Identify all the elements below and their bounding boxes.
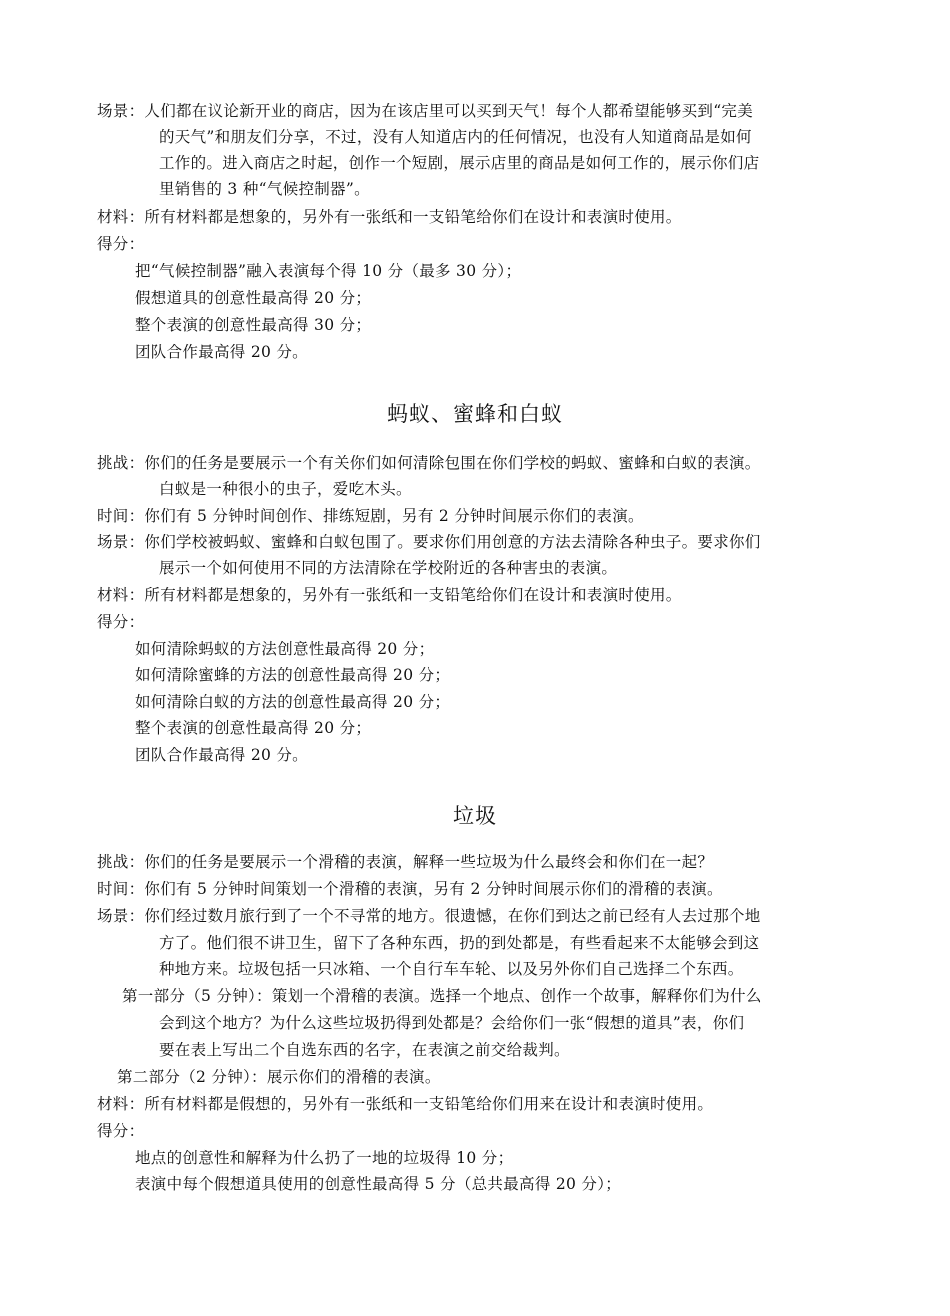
part2-text: 第二部分（2 分钟）：展示你们的滑稽的表演。 [117, 1068, 441, 1086]
scene-text-line: 里销售的 3 种“气候控制器”。 [159, 180, 370, 198]
challenge-text-line: 白蚁是一种很小的虫子，爱吃木头。 [159, 480, 412, 498]
score-item: 整个表演的创意性最高得 30 分； [135, 316, 372, 334]
challenge-text-line: 挑战：你们的任务是要展示一个有关你们如何清除包围在你们学校的蚂蚁、蜜蜂和白蚁的表演。 [97, 454, 761, 472]
materials-text: 材料：所有材料都是想象的，另外有一张纸和一支铅笔给你们在设计和表演时使用。 [97, 586, 682, 604]
score-label: 得分： [97, 613, 145, 631]
score-label: 得分： [97, 235, 145, 253]
materials-text: 材料：所有材料都是想象的，另外有一张纸和一支铅笔给你们在设计和表演时使用。 [97, 208, 682, 226]
score-item: 如何清除白蚁的方法的创意性最高得 20 分； [135, 693, 451, 711]
scene-text-line: 的天气”和朋友们分享，不过，没有人知道店内的任何情况，也没有人知道商品是如何 [159, 128, 752, 146]
score-item: 如何清除蚂蚁的方法创意性最高得 20 分； [135, 640, 435, 658]
part1-text-line: 第一部分（5 分钟）：策划一个滑稽的表演。选择一个地点、创作一个故事，解释你们为什么 [122, 987, 762, 1005]
scene-text-line: 场景：人们都在议论新开业的商店，因为在该店里可以买到天气！每个人都希望能够买到“完美 [97, 102, 754, 120]
scene-text-line: 种地方来。垃圾包括一只冰箱、一个自行车车轮、以及另外你们自己选择二个东西。 [159, 960, 744, 978]
score-item: 整个表演的创意性最高得 20 分； [135, 719, 372, 737]
time-text: 时间：你们有 5 分钟时间策划一个滑稽的表演，另有 2 分钟时间展示你们的滑稽的表演。 [97, 880, 723, 898]
challenge-text: 挑战：你们的任务是要展示一个滑稽的表演，解释一些垃圾为什么最终会和你们在一起？ [97, 853, 714, 871]
score-item: 假想道具的创意性最高得 20 分； [135, 289, 372, 307]
scene-text-line: 方了。他们很不讲卫生，留下了各种东西，扔的到处都是，有些看起来不太能够会到这 [159, 934, 760, 952]
score-item: 表演中每个假想道具使用的创意性最高得 5 分（总共最高得 20 分）； [135, 1175, 622, 1193]
score-item: 把“气候控制器”融入表演每个得 10 分（最多 30 分）； [135, 262, 522, 280]
score-item: 如何清除蜜蜂的方法的创意性最高得 20 分； [135, 666, 451, 684]
scene-text-line: 场景：你们学校被蚂蚁、蜜蜂和白蚁包围了。要求你们用创意的方法去清除各种虫子。要求你们 [97, 533, 761, 551]
score-item: 团队合作最高得 20 分。 [135, 746, 308, 764]
scene-text-line: 工作的。进入商店之时起，创作一个短剧，展示店里的商品是如何工作的，展示你们店 [159, 154, 760, 172]
time-text: 时间：你们有 5 分钟时间创作、排练短剧，另有 2 分钟时间展示你们的表演。 [97, 507, 644, 525]
part1-text-line: 要在表上写出二个自选东西的名字，在表演之前交给裁判。 [159, 1041, 570, 1059]
section-title: 蚂蚁、蜜蜂和白蚁 [387, 402, 563, 426]
materials-text: 材料：所有材料都是假想的，另外有一张纸和一支铅笔给你们用来在设计和表演时使用。 [97, 1095, 714, 1113]
part1-text-line: 会到这个地方？为什么这些垃圾扔得到处都是？会给你们一张“假想的道具”表，你们 [159, 1014, 745, 1032]
score-item: 团队合作最高得 20 分。 [135, 343, 308, 361]
scene-text-line: 场景：你们经过数月旅行到了一个不寻常的地方。很遗憾，在你们到达之前已经有人去过那个地 [97, 907, 761, 925]
section-title: 垃圾 [453, 804, 497, 828]
scene-text-line: 展示一个如何使用不同的方法清除在学校附近的各种害虫的表演。 [159, 559, 618, 577]
score-label: 得分： [97, 1122, 145, 1140]
score-item: 地点的创意性和解释为什么扔了一地的垃圾得 10 分； [135, 1149, 514, 1167]
